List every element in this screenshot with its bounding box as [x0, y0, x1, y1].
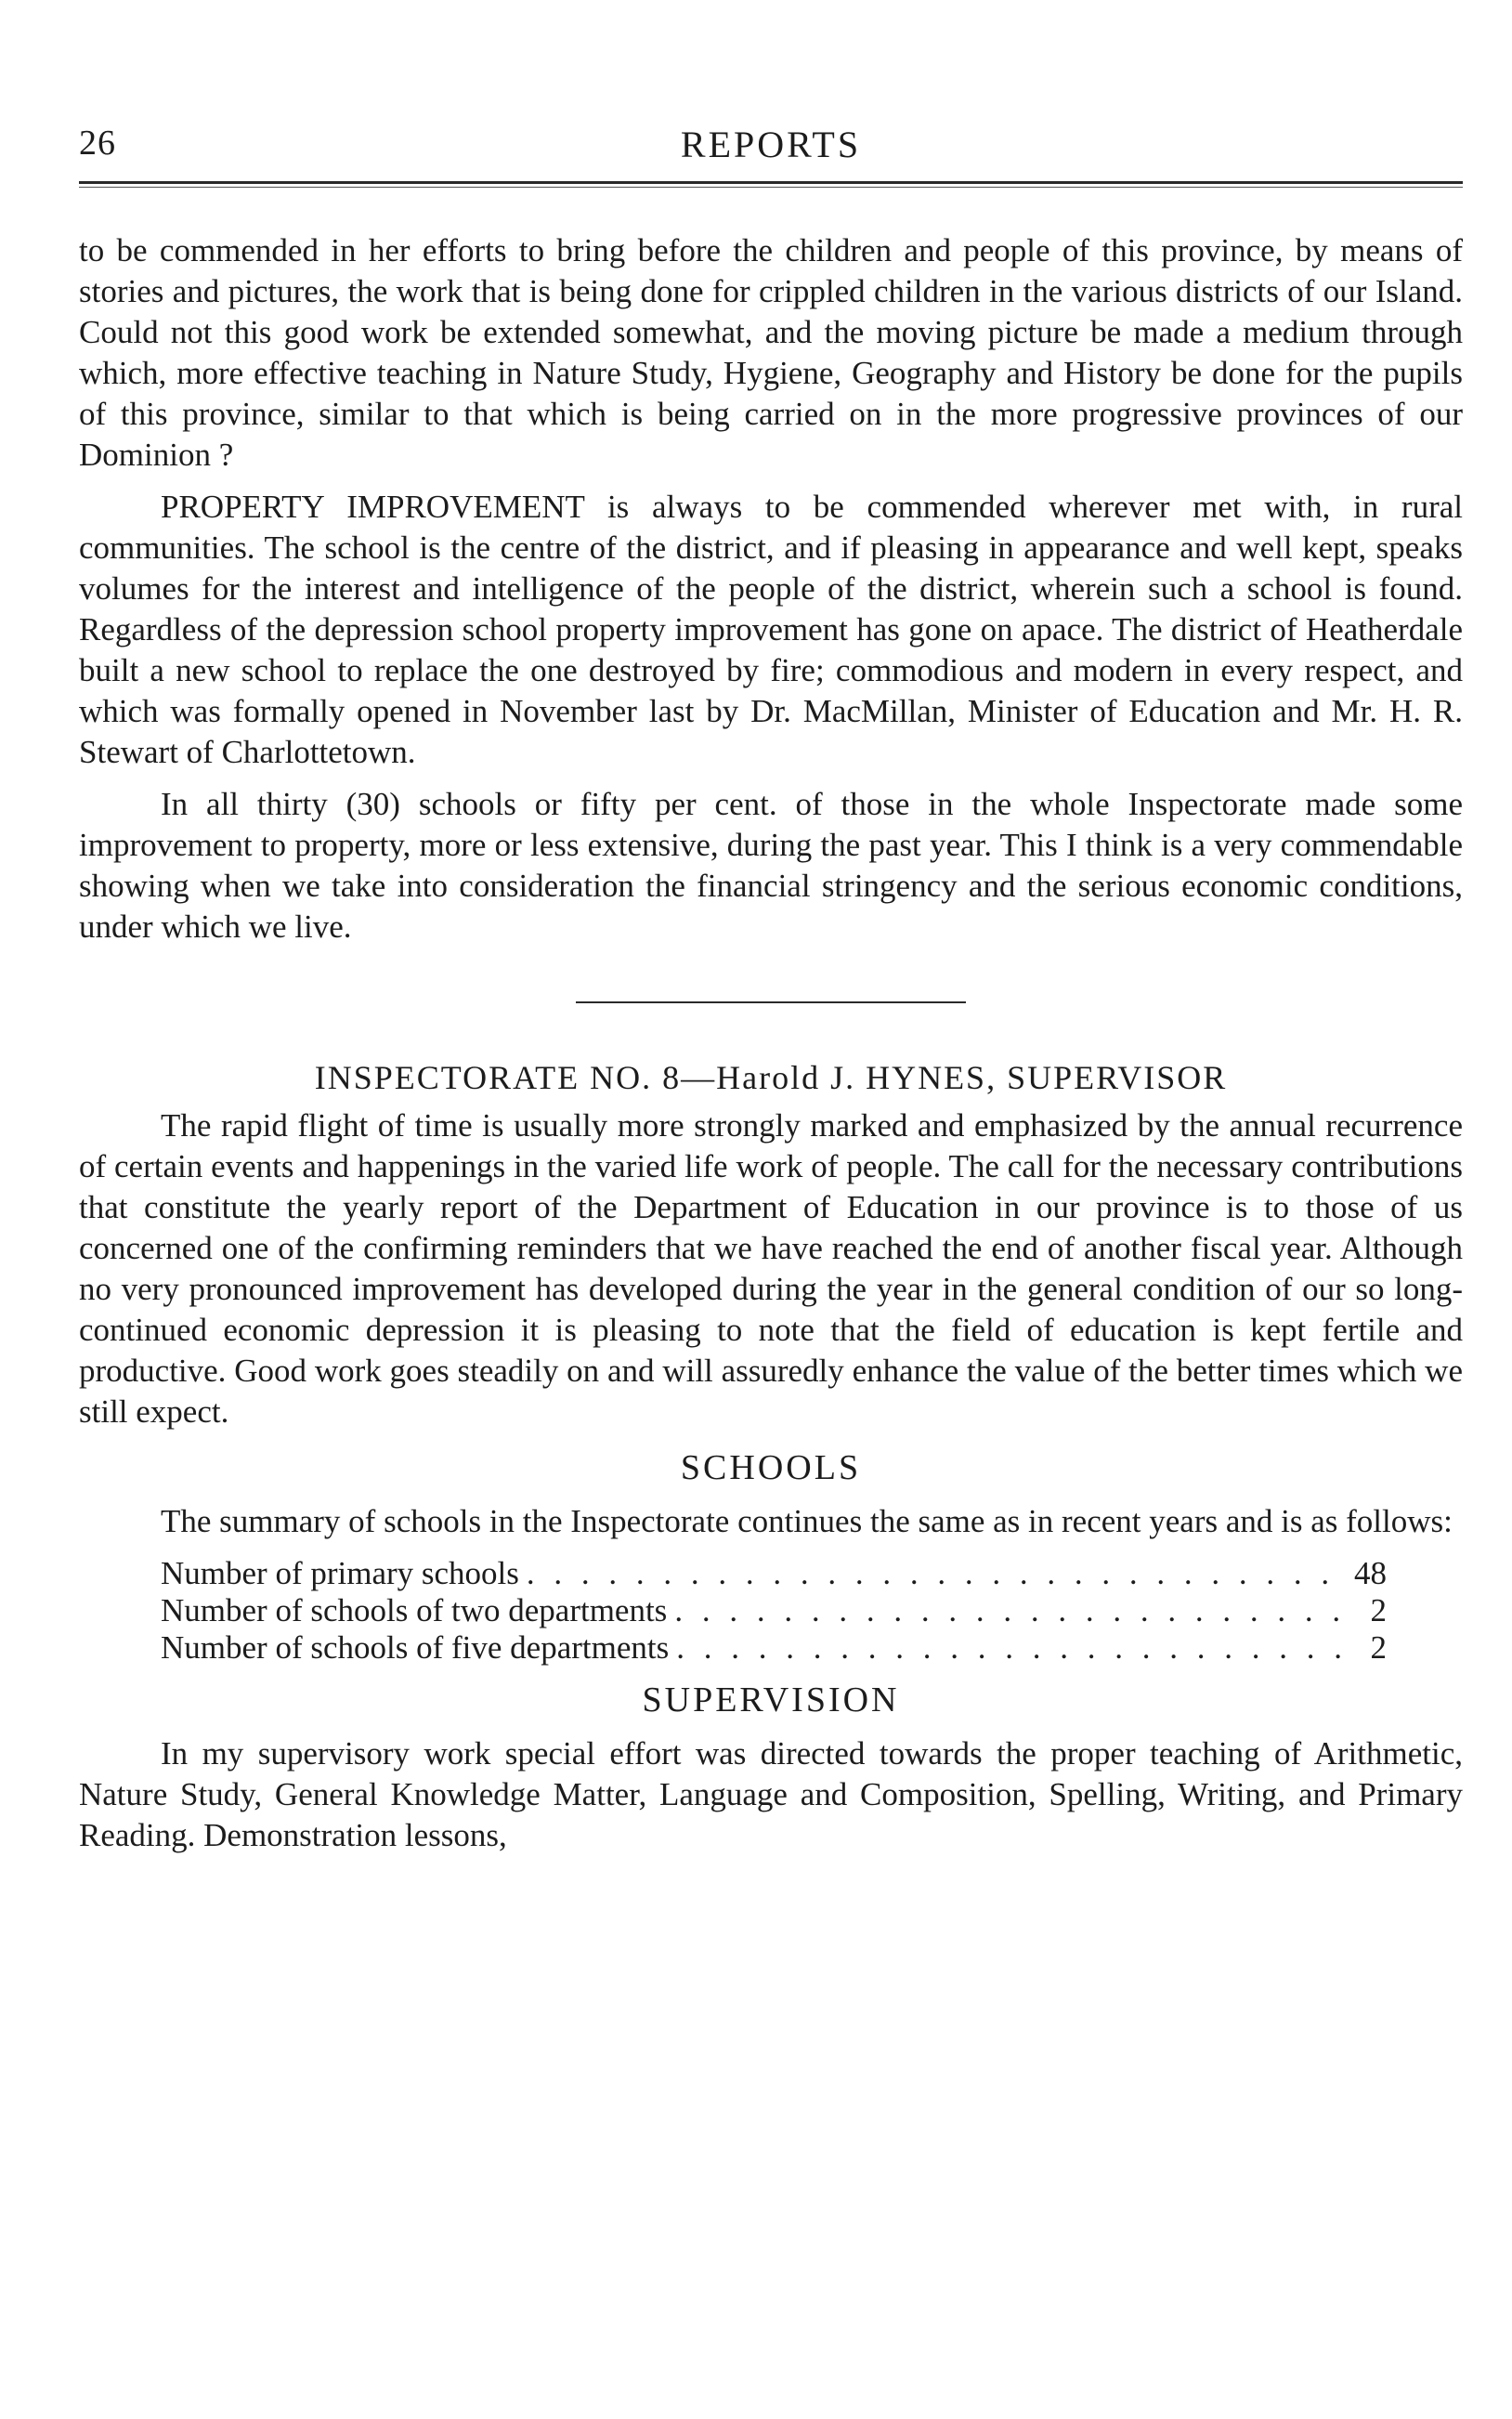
summary-value: 2: [1370, 1629, 1387, 1666]
page-number: 26: [79, 124, 116, 163]
supervision-heading: SUPERVISION: [642, 1680, 900, 1719]
paragraph-thirty-schools: In all thirty (30) schools or fifty per cent. of those in the whole Inspectorate made some improvement to property, more or less extensive, during the past year. This I think is a very commendable showing when we take into consideration the financial stringency and the serious economic conditions, under which we live.: [79, 786, 1463, 945]
summary-label: Number of schools of two departments: [161, 1592, 668, 1628]
paragraph-supervision: In my supervisory work special effort was directed towards the proper teaching of Arithmetic, Nature Study, General Knowledge Matter, Language and Composition, Spelling, Writing, and Primary Reading. Demonstration lessons,: [79, 1735, 1463, 1853]
paragraph-inspectorate-intro: The rapid flight of time is usually more strongly marked and emphasized by the annual recurrence of certain events and happenings in the varied life work of people. The call for the necessary contributions that constitute the yearly report of the Department of Education in our province is to those of us concerned one of the confirming reminders that we have reached the end of another fiscal year. Although no very pronounced improvement has developed during the year in the general condition of our so long-continued economic depression it is pleasing to note that the field of education is kept fertile and productive. Good work goes steadily on and will assuredly enhance the value of the better times which we still expect.: [79, 1107, 1463, 1430]
summary-row: [161, 1553, 1387, 1590]
section-separator: [576, 1001, 966, 1003]
header-rule: [79, 181, 1463, 184]
running-title: REPORTS: [680, 124, 862, 165]
paragraph-continued: to be commended in her efforts to bring before the children and people of this province, by means of stories and pictures, the work that is being done for crippled children in the various districts of our Island. Could not this good work be extended somewhat, and the moving picture be made a medium through which, more effective teaching in Nature Study, Hygiene, Geography and History be done for the pupils of this province, similar to that which is being carried on in the more progressive provinces of our Dominion ?: [79, 232, 1463, 473]
schools-summary-table: [79, 1553, 1463, 1665]
paragraph-schools-intro: The summary of schools in the Inspectorate continues the same as in recent years and is as follows:: [161, 1503, 1453, 1539]
leader-dots: [669, 1628, 1349, 1668]
schools-heading: SCHOOLS: [680, 1448, 862, 1487]
header-rule-thin: [79, 187, 1463, 188]
summary-row: [161, 1628, 1387, 1665]
summary-label: Number of primary schools: [161, 1555, 519, 1591]
summary-label: Number of schools of five departments: [161, 1629, 670, 1666]
summary-value: 48: [1354, 1555, 1387, 1591]
page-body: [79, 230, 1463, 1867]
summary-row: [161, 1590, 1387, 1628]
page-header: [79, 123, 1463, 169]
leader-dots: [667, 1590, 1349, 1631]
leader-dots: [519, 1553, 1349, 1594]
summary-value: 2: [1370, 1592, 1387, 1628]
inspectorate-heading: INSPECTORATE NO. 8—Harold J. HYNES, SUPERVISOR: [314, 1059, 1228, 1096]
paragraph-property-improvement: PROPERTY IMPROVEMENT is always to be commended wherever met with, in rural communities. The school is the centre of the district, and if pleasing in appearance and well kept, speaks volumes for the interest and intelligence of the people of the district, wherein such a school is found. Regardless of the depression school property improvement has gone on apace. The district of Heatherdale built a new school to replace the one destroyed by fire; commodious and modern in every respect, and which was formally opened in November last by Dr. MacMillan, Minister of Education and Mr. H. R. Stewart of Charlottetown.: [79, 489, 1463, 770]
